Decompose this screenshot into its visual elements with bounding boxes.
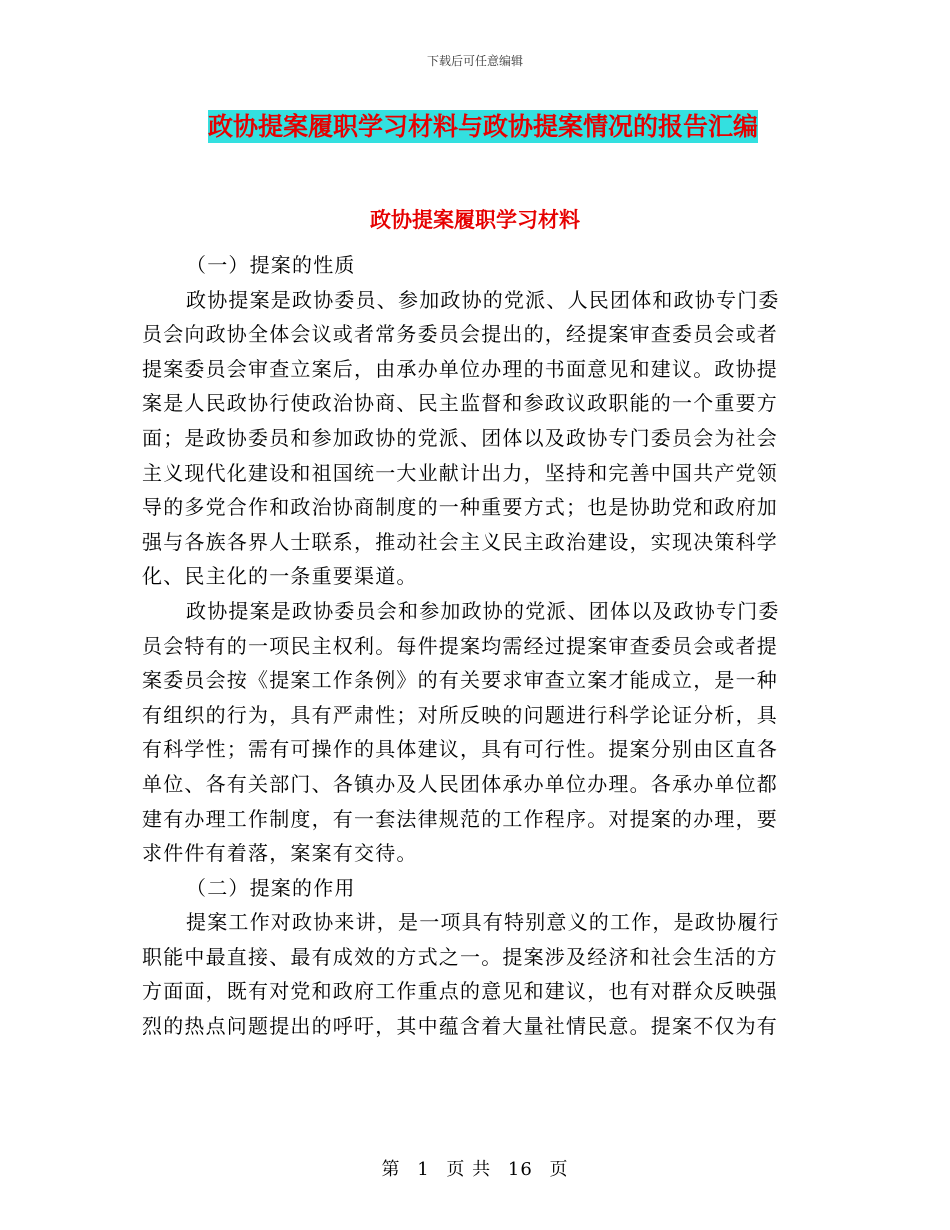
footer-total-pages: 16 xyxy=(507,1159,533,1180)
footer-prefix: 第 xyxy=(381,1159,401,1180)
paragraph: 政协提案是政协委员会和参加政协的党派、团体以及政协专门委员会特有的一项民主权利。每件提案均需经过提案审查委员会或者提案委员会按《提案工作条例》的有关要求审查立案才能成立，是一种有组织的行为，具有严肃性；对所反映的问题进行科学论证分析，具有科学性；需有可操作的具体建议，具有可行性。提案分别由区直各单位、各有关部门、各镇办及人民团体承办单位办理。各承办单位都建有办理工作制度，有一套法律规范的工作程序。对提案的办理，要求件件有着落，案案有交待。 xyxy=(142,598,780,866)
paragraph: 提案工作对政协来讲，是一项具有特别意义的工作，是政协履行职能中最直接、最有成效的方式之一。提案涉及经济和社会生活的方方面面，既有对党和政府工作重点的意见和建议，也有对群众反映强烈的热点问题提出的呼吁，其中蕴含着大量社情民意。提案不仅为有 xyxy=(142,910,780,1039)
paragraph: 政协提案是政协委员、参加政协的党派、人民团体和政协专门委员会向政协全体会议或者常务委员会提出的，经提案审查委员会或者提案委员会审查立案后，由承办单位办理的书面意见和建议。政协提案是人民政协行使政治协商、民主监督和参政议政职能的一个重要方面；是政协委员和参加政协的党派、团体以及政协专门委员会为社会主义现代化建设和祖国统一大业献计出力，坚持和完善中国共产党领导的多党合作和政治协商制度的一种重要方式；也是协助党和政府加强与各族各界人士联系，推动社会主义民主政治建设，实现决策科学化、民主化的一条重要渠道。 xyxy=(142,287,780,589)
footer-suffix: 页 xyxy=(549,1159,569,1180)
section-heading-nature: （一）提案的性质 xyxy=(186,253,356,277)
page-footer xyxy=(0,1155,950,1181)
footer-mid: 页 共 xyxy=(446,1159,492,1180)
section-title: 政协提案履职学习材料 xyxy=(370,207,580,232)
document-title-text: 政协提案履职学习材料与政协提案情况的报告汇编 xyxy=(208,112,759,141)
section-heading-role: （二）提案的作用 xyxy=(186,875,356,900)
footer-page-number: 1 xyxy=(417,1159,430,1180)
document-title xyxy=(208,110,788,144)
header-note: 下载后可任意编辑 xyxy=(426,54,523,68)
document-body xyxy=(142,248,798,1044)
